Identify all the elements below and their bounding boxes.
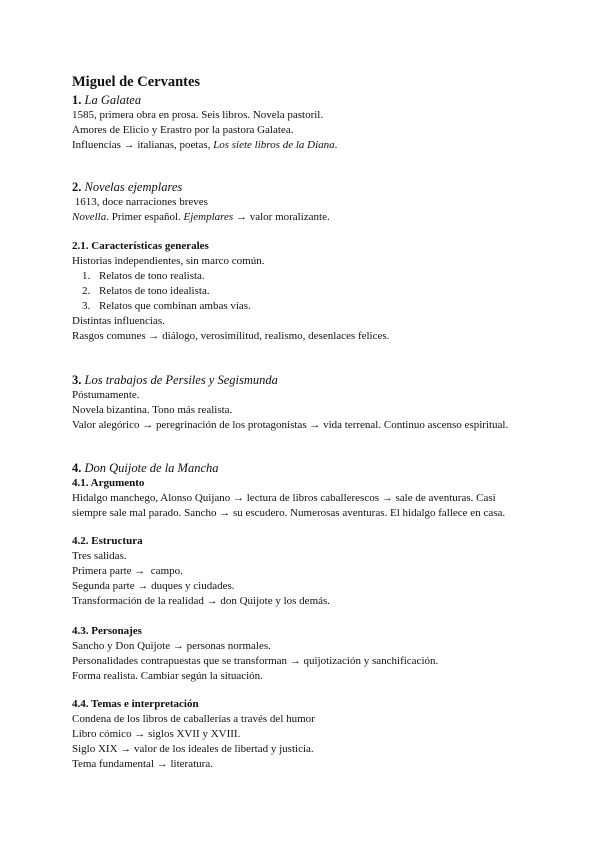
section-heading [72,372,532,388]
text-line: Siglo XIX → valor de los ideales de libertad y justicia. [72,743,314,755]
section-title: La Galatea [84,93,142,107]
text-line: Condena de los libros de caballerías a través del humor [72,713,315,725]
section-number: 1. [72,93,82,107]
text-line: Libro cómico → siglos XVII y XVIII. [72,728,241,740]
text-line: Primera parte → campo. [72,565,183,577]
section-persiles [72,372,532,433]
section-heading [72,92,532,108]
numbered-list [72,269,532,314]
subsection-heading: 2.1. Características generales [72,240,209,252]
section-title: Novelas ejemplares [84,180,183,194]
section-number: 2. [72,180,82,194]
text-line: Rasgos comunes → diálogo, verosimilitud, realismo, desenlaces felices. [72,330,390,342]
text-line: Valor alegórico → peregrinación de los protagonistas → vida terrenal. Continuo ascenso espiritual. [72,419,509,431]
text-line: 1613, doce narraciones breves [72,196,208,208]
list-item: 3. Relatos que combinan ambas vías. [93,299,532,314]
text-line [72,210,532,225]
section-quijote [72,460,532,521]
text-segment: Novella [72,211,107,223]
text-line: Personalidades contrapuestas que se transforman → quijotización y sanchificación. [72,655,439,667]
list-item: 1. Relatos de tono realista. [93,269,532,284]
subsection-heading: 4.1. Argumento [72,477,145,489]
paragraph: Hidalgo manchego, Alonso Quijano → lectura de libros caballerescos → sale de aventuras. Casi siempre sale mal parado. Sancho → su escudero. Numerosas aventuras. El hidalgo fallece en casa. [72,492,506,519]
text-line: Tema fundamental → literatura. [72,758,213,770]
text-line: Tres salidas. [72,550,127,562]
text-segment: . [334,139,338,151]
section-title: Don Quijote de la Mancha [84,461,219,475]
text-line: Sancho y Don Quijote → personas normales. [72,640,271,652]
text-line: 1585, primera obra en prosa. Seis libros. Novela pastoril. [72,109,324,121]
list-item: 2. Relatos de tono idealista. [93,284,532,299]
text-segment: Influencias → italianas, poetas, [72,139,214,151]
section-heading [72,460,532,476]
text-segment: . Primer español. [106,211,184,223]
section-title: Los trabajos de Persiles y Segismunda [84,373,278,387]
section-estructura [72,534,532,609]
text-line [72,138,532,153]
subsection-heading: 4.4. Temas e interpretación [72,698,199,710]
text-line: Distintas influencias. [72,315,165,327]
section-number: 4. [72,461,82,475]
text-line: Forma realista. Cambiar según la situación. [72,670,263,682]
section-novelas-ejemplares [72,179,532,225]
section-personajes [72,624,532,684]
text-line: Transformación de la realidad → don Quijote y los demás. [72,595,331,607]
section-temas [72,697,532,772]
section-caracteristicas [72,239,532,344]
text-line: Segunda parte → duques y ciudades. [72,580,235,592]
section-heading [72,179,532,195]
text-segment: → valor moralizante. [233,211,330,223]
text-line: Historias independientes, sin marco común. [72,255,265,267]
text-segment: Ejemplares [183,211,234,223]
document-title: Miguel de Cervantes [72,74,201,90]
subsection-heading: 4.3. Personajes [72,625,142,637]
text-line: Póstumamente. [72,389,140,401]
text-line: Amores de Elicio y Erastro por la pastora Galatea. [72,124,294,136]
section-galatea [72,92,532,153]
subsection-heading: 4.2. Estructura [72,535,143,547]
section-number: 3. [72,373,82,387]
book-title: Los siete libros de la Diana [213,139,335,151]
text-line: Novela bizantina. Tono más realista. [72,404,233,416]
